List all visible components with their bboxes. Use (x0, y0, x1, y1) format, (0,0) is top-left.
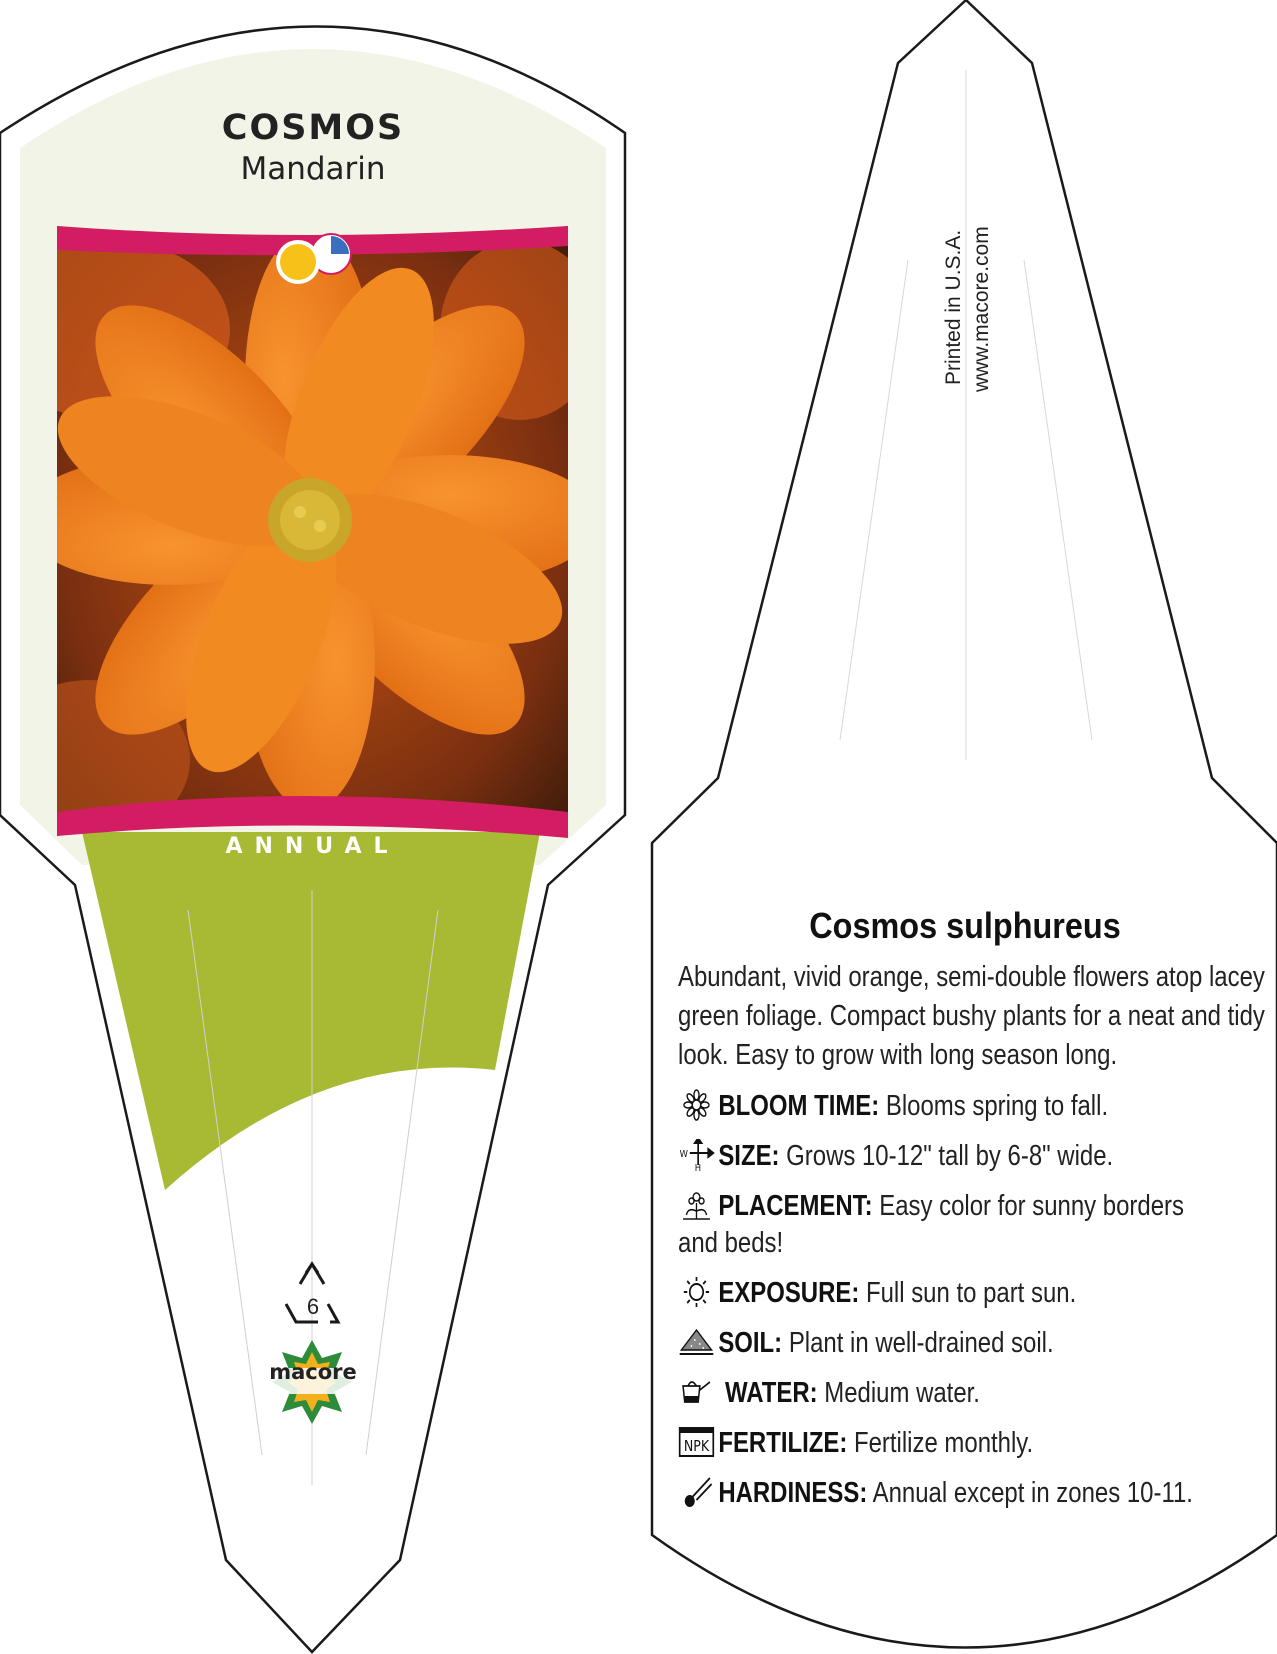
info-water (678, 1375, 1266, 1412)
info-label: SOIL: (718, 1327, 783, 1359)
npk-icon (678, 1426, 715, 1458)
info-label: WATER: (724, 1377, 818, 1409)
info-label: HARDINESS: (718, 1477, 868, 1509)
info-hardiness (678, 1475, 1266, 1512)
sun-icon (678, 1276, 715, 1308)
info-bloom-time (678, 1088, 1266, 1125)
website-text: www.macore.com (970, 226, 993, 392)
info-label: SIZE: (718, 1140, 780, 1172)
info-value: Easy color for sunny borders and beds! (678, 1190, 1184, 1259)
thermometer-icon (678, 1476, 715, 1508)
description: Abundant, vivid orange, semi-double flowers atop lacey green foliage. Compact bushy plants for a neat and tidy look. Easy to grow with long season long. (678, 961, 1265, 1071)
common-name: COSMOS (221, 108, 405, 148)
watering-can-icon (678, 1376, 715, 1408)
size-w-letter: W (679, 1148, 688, 1161)
info-label: BLOOM TIME: (718, 1090, 880, 1122)
brand-name: macore (269, 1360, 357, 1384)
flower-icon (678, 1089, 715, 1121)
info-value: Medium water. (824, 1377, 980, 1409)
npk-text: NPK (683, 1438, 710, 1456)
info-placement (678, 1188, 1199, 1262)
info-value: Grows 10-12" tall by 6-8" wide. (786, 1140, 1114, 1172)
info-value: Blooms spring to fall. (885, 1090, 1109, 1122)
info-label: EXPOSURE: (718, 1277, 860, 1309)
info-exposure (678, 1275, 1266, 1312)
printed-in-text: Printed in U.S.A. (942, 229, 965, 385)
flower-photo (0, 220, 600, 840)
info-value: Plant in well-drained soil. (788, 1327, 1054, 1359)
species-name: Cosmos sulphureus (809, 905, 1121, 946)
info-fertilize (678, 1425, 1266, 1462)
size-h-letter: H (694, 1162, 702, 1171)
soil-icon (678, 1326, 715, 1358)
info-value: Full sun to part sun. (865, 1277, 1077, 1309)
info-value: Annual except in zones 10-11. (872, 1477, 1193, 1509)
info-value: Fertilize monthly. (853, 1427, 1034, 1459)
variety-name: Mandarin (240, 151, 386, 187)
info-size (678, 1138, 1266, 1175)
category-label: ANNUAL (225, 834, 400, 859)
info-label: PLACEMENT: (718, 1190, 873, 1222)
placement-icon (678, 1189, 715, 1221)
info-label: FERTILIZE: (718, 1427, 848, 1459)
size-arrows-icon (678, 1139, 715, 1171)
info-soil (678, 1325, 1266, 1362)
recycle-number: 6 (306, 1294, 320, 1319)
